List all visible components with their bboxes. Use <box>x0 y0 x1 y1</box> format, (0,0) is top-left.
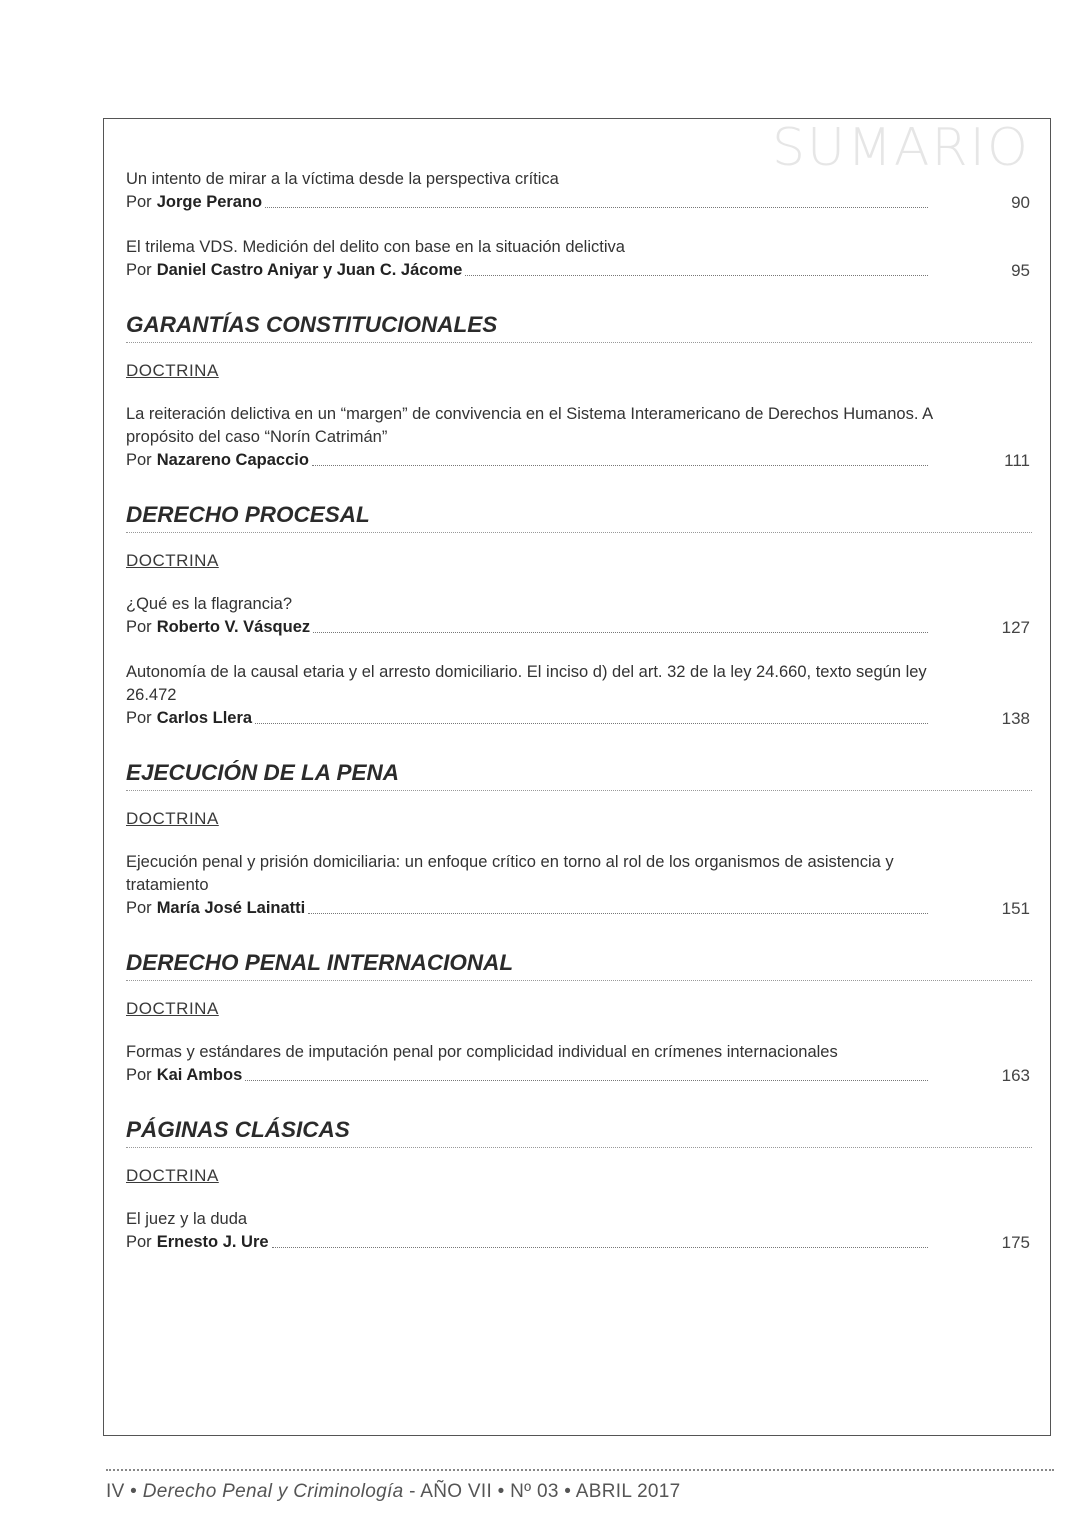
por-label: Por <box>126 618 152 636</box>
toc-entry[interactable] <box>126 593 1032 639</box>
entry-title: La reiteración delictiva en un “margen” de convivencia en el Sistema Interamericano de Derechos Humanos. A propósito del caso “Norín Catrimán” <box>126 405 933 446</box>
entry-author: Carlos Llera <box>156 709 253 727</box>
page-number: 95 <box>1011 261 1030 280</box>
entry-author: María José Lainatti <box>156 899 306 917</box>
sumario-watermark: SUMARIO <box>772 118 1030 178</box>
page-number: 163 <box>1001 1066 1030 1085</box>
entry-title: Autonomía de la causal etaria y el arresto domiciliario. El inciso d) del art. 32 de la ley 24.660, texto según ley 26.472 <box>126 663 927 704</box>
entry-author: Daniel Castro Aniyar y Juan C. Jácome <box>156 261 463 279</box>
por-label: Por <box>126 193 152 211</box>
entry-byline <box>126 707 928 730</box>
por-label: Por <box>126 899 152 917</box>
dot-leader <box>255 723 928 724</box>
entry-title: Ejecución penal y prisión domiciliaria: un enfoque crítico en torno al rol de los organismos de asistencia y tratamiento <box>126 853 894 894</box>
section-heading-paginas-clasicas: PÁGINAS CLÁSICAS <box>126 1117 1032 1148</box>
entry-byline <box>126 449 928 472</box>
doctrina-subheading: DOCTRINA <box>126 361 219 380</box>
doctrina-subheading: DOCTRINA <box>126 999 219 1018</box>
entry-author: Ernesto J. Ure <box>156 1233 269 1251</box>
entry-author: Roberto V. Vásquez <box>156 618 311 636</box>
section-heading-derecho-penal-internacional: DERECHO PENAL INTERNACIONAL <box>126 950 1032 981</box>
entry-byline <box>126 259 928 282</box>
toc-entry[interactable] <box>126 236 1032 282</box>
toc-entry[interactable] <box>126 168 1032 214</box>
por-label: Por <box>126 1066 152 1084</box>
entry-author: Nazareno Capaccio <box>156 451 309 469</box>
dot-leader <box>313 632 928 633</box>
page-number: 127 <box>1001 618 1030 637</box>
entry-byline <box>126 1064 928 1087</box>
doctrina-subheading: DOCTRINA <box>126 551 219 570</box>
dot-leader <box>465 275 928 276</box>
por-label: Por <box>126 261 152 279</box>
entry-title: El trilema VDS. Medición del delito con base en la situación delictiva <box>126 238 625 256</box>
page-number: 90 <box>1011 193 1030 212</box>
footer-issue: - AÑO VII • Nº 03 • ABRIL 2017 <box>409 1481 681 1502</box>
entry-byline <box>126 1231 928 1254</box>
page-number: 111 <box>1004 451 1030 470</box>
table-of-contents <box>126 168 1032 1276</box>
page-number: 138 <box>1001 709 1030 728</box>
por-label: Por <box>126 451 152 469</box>
por-label: Por <box>126 709 152 727</box>
dot-leader <box>245 1080 928 1081</box>
doctrina-subheading: DOCTRINA <box>126 1166 219 1185</box>
footer-page-prefix: IV • <box>106 1481 138 1502</box>
footer-divider <box>106 1469 1054 1471</box>
section-heading-garantias: GARANTÍAS CONSTITUCIONALES <box>126 312 1032 343</box>
entry-byline <box>126 897 928 920</box>
entry-title: El juez y la duda <box>126 1210 248 1228</box>
section-heading-ejecucion-pena: EJECUCIÓN DE LA PENA <box>126 760 1032 791</box>
toc-entry[interactable] <box>126 1208 1032 1254</box>
dot-leader <box>265 207 928 208</box>
footer-journal-name: Derecho Penal y Criminología <box>142 1481 404 1502</box>
dot-leader <box>312 465 928 466</box>
page-footer <box>106 1481 681 1503</box>
page-number: 151 <box>1001 899 1030 918</box>
entry-byline <box>126 616 928 639</box>
section-heading-derecho-procesal: DERECHO PROCESAL <box>126 502 1032 533</box>
doctrina-subheading: DOCTRINA <box>126 809 219 828</box>
entry-title: Un intento de mirar a la víctima desde la perspectiva crítica <box>126 170 559 188</box>
por-label: Por <box>126 1233 152 1251</box>
entry-title: Formas y estándares de imputación penal por complicidad individual en crímenes internacionales <box>126 1043 838 1061</box>
dot-leader <box>272 1247 928 1248</box>
page-number: 175 <box>1001 1233 1030 1252</box>
entry-author: Kai Ambos <box>156 1066 243 1084</box>
entry-author: Jorge Perano <box>156 193 263 211</box>
toc-entry[interactable] <box>126 661 1032 730</box>
entry-title: ¿Qué es la flagrancia? <box>126 595 293 613</box>
dot-leader <box>308 913 928 914</box>
toc-entry[interactable] <box>126 851 1032 920</box>
toc-entry[interactable] <box>126 403 1032 472</box>
entry-byline <box>126 191 928 214</box>
toc-entry[interactable] <box>126 1041 1032 1087</box>
